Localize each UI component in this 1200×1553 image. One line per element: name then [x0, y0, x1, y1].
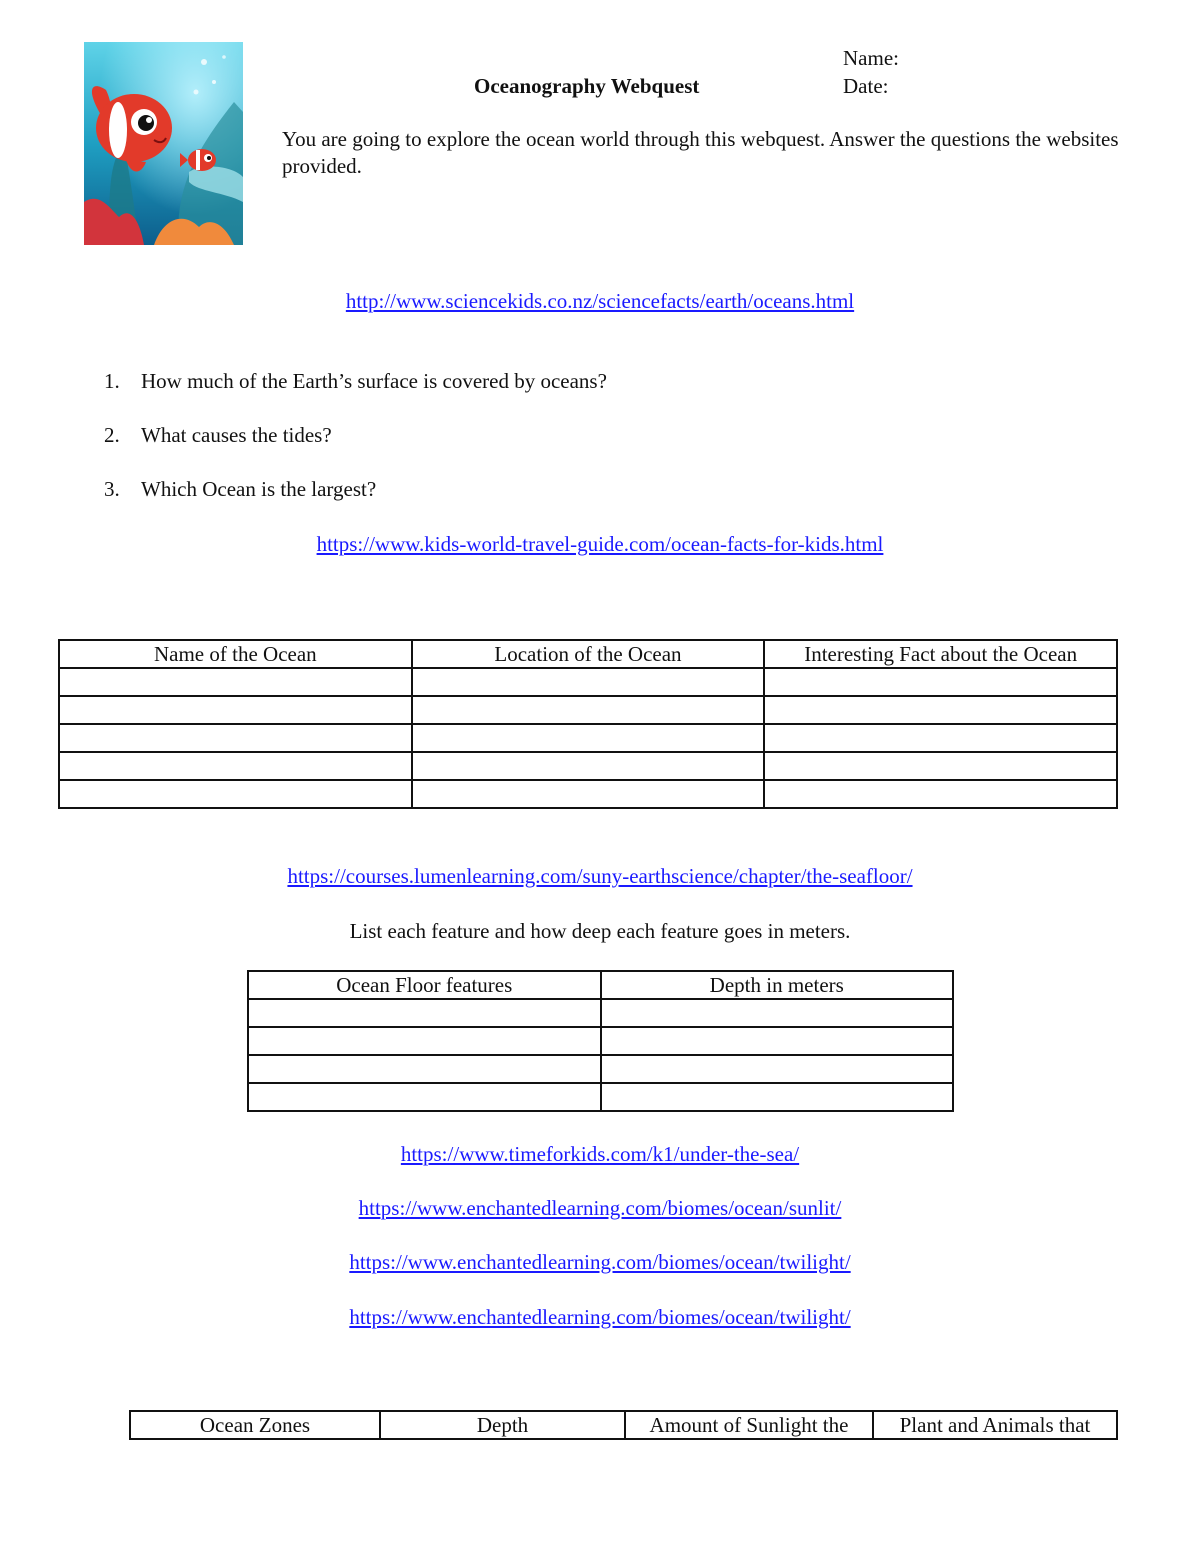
floor-instruction: List each feature and how deep each feature goes in meters. [349, 919, 851, 943]
table-row [59, 724, 1117, 752]
table-row [248, 999, 953, 1027]
table-row [248, 1027, 953, 1055]
answer-cell[interactable] [412, 668, 765, 696]
column-header: Name of the Ocean [59, 640, 412, 668]
question-number: 3. [104, 477, 120, 501]
ocean-floor-table [247, 970, 954, 1112]
column-header: Amount of Sunlight the [625, 1411, 873, 1439]
table-row [59, 752, 1117, 780]
answer-cell[interactable] [248, 1083, 601, 1111]
question-item [104, 422, 607, 476]
table-header-row [59, 640, 1117, 668]
question-text: How much of the Earth’s surface is covered by oceans? [141, 369, 607, 393]
enchanted-sunlit-link[interactable]: https://www.enchantedlearning.com/biomes/ocean/sunlit/ [358, 1196, 842, 1220]
answer-cell[interactable] [248, 1027, 601, 1055]
question-item [104, 368, 607, 422]
enchanted-twilight-link-2[interactable]: https://www.enchantedlearning.com/biomes/ocean/twilight/ [349, 1305, 851, 1329]
table-header-row [248, 971, 953, 999]
clownfish-clipart [84, 42, 243, 245]
question-text: Which Ocean is the largest? [141, 477, 377, 501]
question-text: What causes the tides? [141, 423, 332, 447]
question-list [104, 368, 607, 530]
answer-cell[interactable] [412, 724, 765, 752]
sciencekids-link[interactable]: http://www.sciencekids.co.nz/sciencefacts/earth/oceans.html [345, 289, 855, 313]
question-number: 2. [104, 423, 120, 447]
answer-cell[interactable] [59, 752, 412, 780]
answer-cell[interactable] [248, 999, 601, 1027]
ocean-table [58, 639, 1118, 809]
answer-cell[interactable] [412, 696, 765, 724]
answer-cell[interactable] [764, 696, 1117, 724]
table-row [248, 1083, 953, 1111]
answer-cell[interactable] [59, 696, 412, 724]
answer-cell[interactable] [601, 999, 954, 1027]
kids-world-link[interactable]: https://www.kids-world-travel-guide.com/ocean-facts-for-kids.html [316, 532, 884, 556]
question-number: 1. [104, 369, 120, 393]
answer-cell[interactable] [59, 780, 412, 808]
column-header: Plant and Animals that [873, 1411, 1117, 1439]
column-header: Interesting Fact about the Ocean [764, 640, 1117, 668]
intro-paragraph: You are going to explore the ocean world through this webquest. Answer the questions the websites provided. [282, 127, 1119, 178]
table-row [59, 696, 1117, 724]
question-item [104, 476, 607, 530]
answer-cell[interactable] [601, 1027, 954, 1055]
answer-cell[interactable] [59, 668, 412, 696]
column-header: Ocean Zones [130, 1411, 380, 1439]
answer-cell[interactable] [764, 668, 1117, 696]
timeforkids-link[interactable]: https://www.timeforkids.com/k1/under-the-sea/ [400, 1142, 800, 1166]
answer-cell[interactable] [412, 752, 765, 780]
answer-cell[interactable] [59, 724, 412, 752]
answer-cell[interactable] [764, 780, 1117, 808]
lumenlearning-link[interactable]: https://courses.lumenlearning.com/suny-earthscience/chapter/the-seafloor/ [287, 864, 913, 888]
column-header: Ocean Floor features [248, 971, 601, 999]
table-row [59, 780, 1117, 808]
date-label: Date: [843, 74, 889, 98]
answer-cell[interactable] [248, 1055, 601, 1083]
enchanted-twilight-link[interactable]: https://www.enchantedlearning.com/biomes/ocean/twilight/ [349, 1250, 851, 1274]
answer-cell[interactable] [601, 1055, 954, 1083]
answer-cell[interactable] [601, 1083, 954, 1111]
answer-cell[interactable] [764, 724, 1117, 752]
column-header: Depth [380, 1411, 625, 1439]
name-label: Name: [843, 46, 899, 70]
table-row [59, 668, 1117, 696]
ocean-zones-table [129, 1410, 1118, 1440]
table-row [248, 1055, 953, 1083]
table-header-row [130, 1411, 1117, 1439]
answer-cell[interactable] [412, 780, 765, 808]
column-header: Location of the Ocean [412, 640, 765, 668]
page-title: Oceanography Webquest [474, 74, 700, 98]
column-header: Depth in meters [601, 971, 954, 999]
answer-cell[interactable] [764, 752, 1117, 780]
